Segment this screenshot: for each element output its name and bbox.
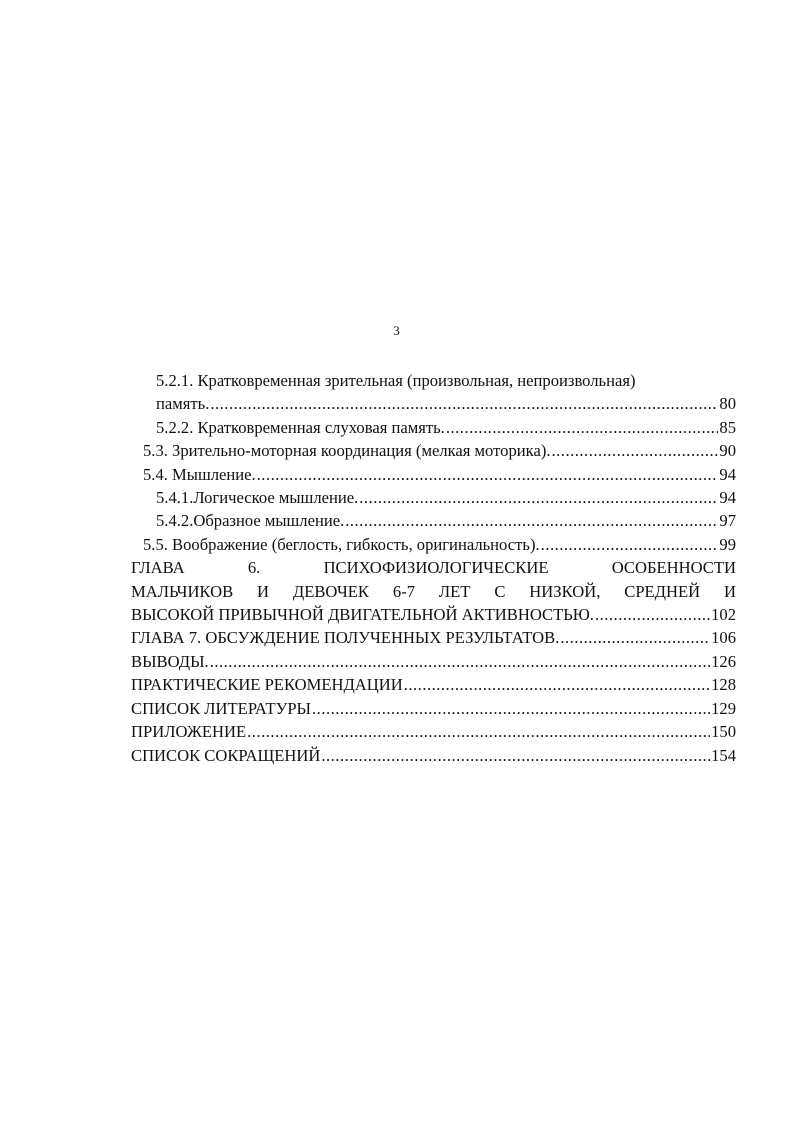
toc-page-number: 129: [711, 698, 736, 718]
toc-word: ГЛАВА: [131, 558, 185, 578]
table-of-contents: [131, 369, 736, 767]
dot-leader: [321, 744, 710, 767]
toc-conclusions: [131, 650, 736, 673]
toc-entry-title: ГЛАВА 7. ОБСУЖДЕНИЕ ПОЛУЧЕННЫХ РЕЗУЛЬТАТОВ.: [131, 628, 560, 648]
toc-word: СРЕДНЕЙ: [624, 581, 701, 601]
toc-page-number: 102: [711, 605, 736, 625]
toc-recommendations: [131, 673, 736, 696]
toc-chapter-6-line2: [131, 580, 736, 603]
toc-entry-5-4-1: [131, 486, 736, 509]
dot-leader: [210, 392, 718, 415]
toc-entry-title: ПРАКТИЧЕСКИЕ РЕКОМЕНДАЦИИ: [131, 675, 403, 695]
toc-page-number: 97: [719, 511, 736, 531]
toc-page-number: 106: [711, 628, 736, 648]
dot-leader: [345, 509, 718, 532]
dot-leader: [560, 626, 710, 649]
toc-entry-5-4-2: [131, 509, 736, 532]
toc-entry-title: ВЫСОКОЙ ПРИВЫЧНОЙ ДВИГАТЕЛЬНОЙ АКТИВНОСТЬЮ.: [131, 605, 594, 625]
dot-leader: [312, 697, 710, 720]
toc-entry-number: 5.4.2.: [156, 511, 194, 531]
toc-word: И: [724, 581, 736, 601]
toc-chapter-6-line1: [131, 556, 736, 579]
toc-word: ОСОБЕННОСТИ: [611, 558, 736, 578]
toc-page-number: 85: [719, 417, 736, 437]
toc-page-number: 126: [711, 651, 736, 671]
toc-word: С: [494, 581, 506, 601]
toc-word: 6.: [247, 558, 261, 578]
toc-entry-title: 5.5. Воображение (беглость, гибкость, оригинальность).: [143, 534, 540, 554]
toc-entry-title: ВЫВОДЫ.: [131, 651, 209, 671]
toc-page-number: 80: [719, 394, 736, 414]
toc-word: И: [257, 581, 270, 601]
toc-entry-title: Образное мышление.: [193, 511, 345, 531]
dot-leader: [359, 486, 718, 509]
toc-appendix: [131, 720, 736, 743]
dot-leader: [595, 603, 710, 626]
toc-word: ЛЕТ: [438, 581, 471, 601]
toc-word: ДЕВОЧЕК: [292, 581, 369, 601]
toc-page-number: 150: [711, 722, 736, 742]
dot-leader: [210, 650, 710, 673]
dot-leader: [541, 533, 719, 556]
toc-word: НИЗКОЙ,: [529, 581, 601, 601]
toc-chapter-6: [131, 603, 736, 626]
toc-entry-title: 5.3. Зрительно-моторная координация (мелкая моторика).: [143, 441, 551, 461]
toc-entry-number: 5.4.1.: [156, 488, 194, 508]
toc-references: [131, 697, 736, 720]
toc-entry-title: ПРИЛОЖЕНИЕ: [131, 722, 247, 742]
toc-chapter-7: [131, 626, 736, 649]
toc-entry-title: 5.4. Мышление.: [143, 464, 256, 484]
dot-leader: [552, 439, 719, 462]
toc-entry-5-3: [131, 439, 736, 462]
toc-entry-5-2-1-line1: 5.2.1. Кратковременная зрительная (произвольная, непроизвольная): [156, 371, 636, 390]
toc-entry-title: СПИСОК ЛИТЕРАТУРЫ: [131, 698, 312, 718]
toc-page-number: 90: [719, 441, 736, 461]
dot-leader: [404, 673, 710, 696]
toc-page-number: 99: [719, 534, 736, 554]
toc-word: 6-7: [392, 581, 416, 601]
toc-page-number: 94: [719, 464, 736, 484]
toc-entry-title: 5.2.2. Кратковременная слуховая память.: [156, 417, 445, 437]
dot-leader: [257, 463, 719, 486]
toc-entry-title: СПИСОК СОКРАЩЕНИЙ: [131, 745, 321, 765]
dot-leader: [446, 416, 719, 439]
toc-page-number: 128: [711, 675, 736, 695]
toc-entry-5-2-1: [131, 392, 736, 415]
toc-entry-title: память.: [156, 394, 210, 414]
toc-entry-title: Логическое мышление.: [193, 488, 359, 508]
toc-word: ПСИХОФИЗИОЛОГИЧЕСКИЕ: [323, 558, 549, 578]
toc-word: МАЛЬЧИКОВ: [131, 581, 234, 601]
toc-entry-5-2-2: [131, 416, 736, 439]
toc-abbreviations: [131, 744, 736, 767]
toc-entry-5-5: [131, 533, 736, 556]
toc-entry-5-4: [131, 463, 736, 486]
dot-leader: [247, 720, 710, 743]
toc-page-number: 94: [719, 488, 736, 508]
page-number: 3: [393, 323, 400, 338]
toc-page-number: 154: [711, 745, 736, 765]
